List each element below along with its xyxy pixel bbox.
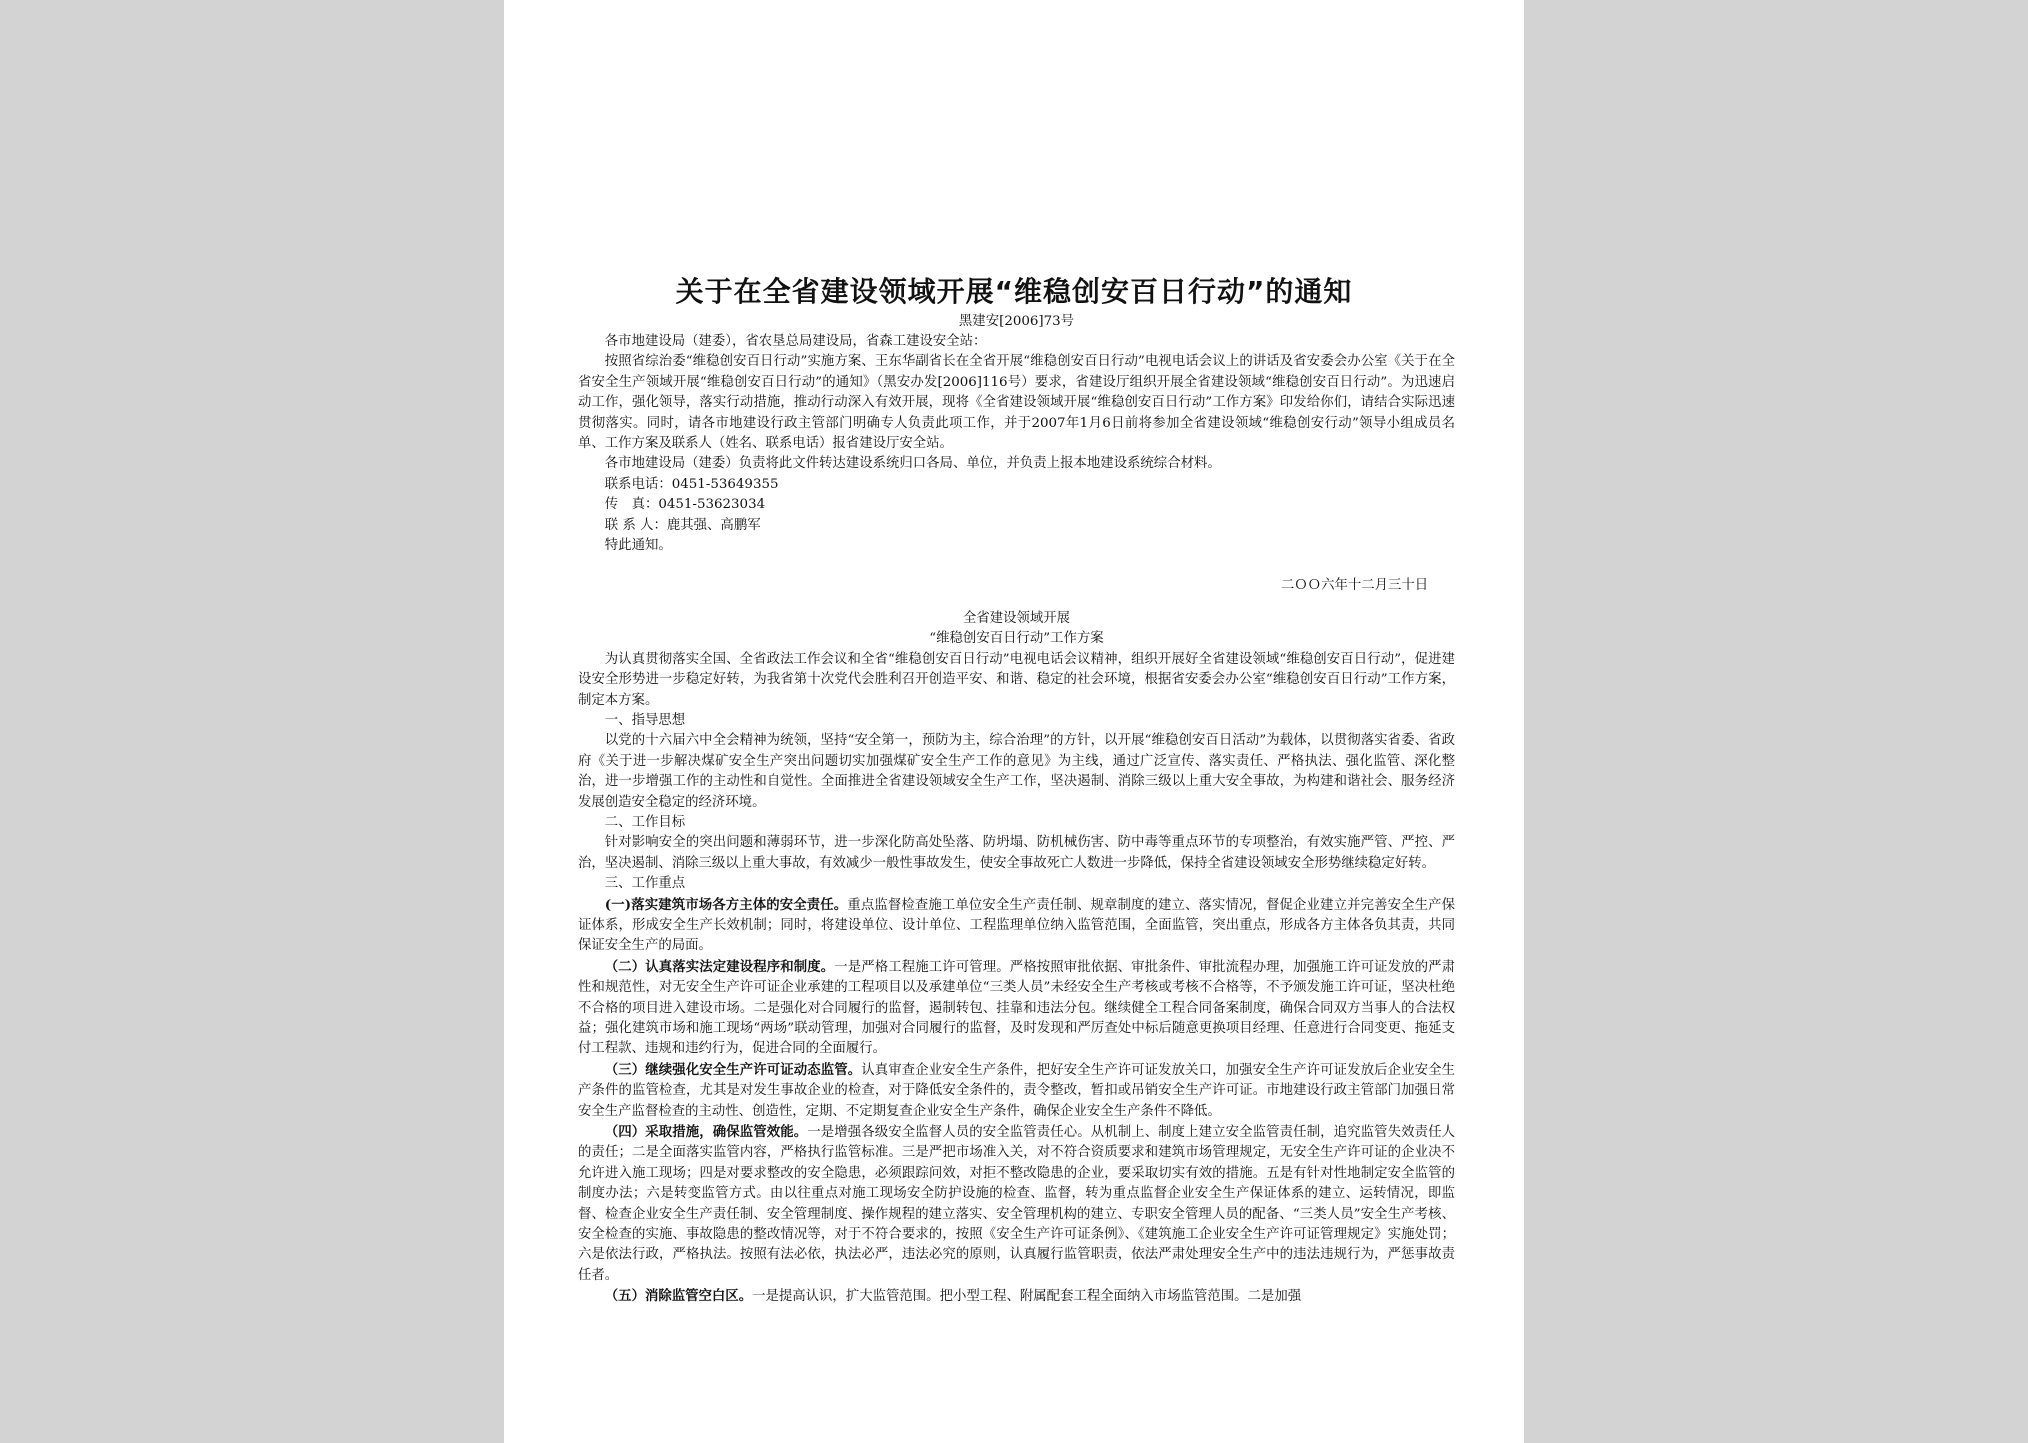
item-3 bbox=[578, 1060, 1455, 1122]
item-5-text: 一是提高认识，扩大监管范围。把小型工程、附属配套工程全面纳入市场监管范围。二是加强 bbox=[752, 1289, 1302, 1305]
item-3-text: 认真审查企业安全生产条件，把好安全生产许可证发放关口，加强安全生产许可证发放后企业安全生产条件的监管检查，尤其是对发生事故企业的检查，对于降低安全条件的，责令整改，暂扣或吊销安全生产许可证。市地建设行政主管部门加强日常安全生产监督检查的主动性、创造性，定期、不定期复查企业安全生产条件，确保企业安全生产条件不降低。 bbox=[578, 1062, 1456, 1119]
plan-intro: 为认真贯彻落实全国、全省政法工作会议和全省“维稳创安百日行动”电视电话会议精神，组织开展好全省建设领域“维稳创安百日行动”，促进建设安全形势进一步稳定好转，为我省第十次党代会胜利召开创造平安、和谐、稳定的社会环境，根据省安委会办公室“维稳创安百日行动”工作方案，制定本方案。 bbox=[578, 651, 1455, 708]
contact-phone: 联系电话：0451-53649355 bbox=[604, 476, 779, 492]
closing: 特此通知。 bbox=[604, 538, 672, 554]
item-1-heading: (一)落实建筑市场各方主体的安全责任。 bbox=[604, 896, 848, 913]
document-title: 关于在全省建设领域开展“维稳创安百日行动”的通知 bbox=[675, 275, 1353, 308]
plan-title-line-2: “维稳创安百日行动”工作方案 bbox=[929, 631, 1104, 647]
plan-title-line-1: 全省建设领域开展 bbox=[962, 610, 1071, 626]
contact-fax: 传 真：0451-53623034 bbox=[604, 497, 766, 513]
paragraph-2: 各市地建设局（建委）负责将此文件转达建设系统归口各局、单位，并负责上报本地建设系统综合材料。 bbox=[604, 456, 1221, 472]
item-1-text: 重点监督检查施工单位安全生产责任制、规章制度的建立、落实情况，督促企业建立并完善安全生产保证体系，形成安全生产长效机制；同时，将建设单位、设计单位、工程监理单位纳入监管范围，全面监管，突出重点，形成各方主体各负其责，共同保证安全生产的局面。 bbox=[578, 897, 1456, 954]
item-2-heading: （二）认真落实法定建设程序和制度。 bbox=[604, 958, 835, 975]
item-2 bbox=[578, 957, 1455, 1060]
section-heading-2: 二、工作目标 bbox=[604, 814, 686, 830]
document-page bbox=[504, 0, 1524, 1443]
paragraph-1: 按照省综治委“维稳创安百日行动”实施方案、王东华副省长在全省开展“维稳创安百日行动”电视电话会议上的讲话及省安委会办公室《关于在全省安全生产领域开展“维稳创安百日行动”的通知》（黑安办发[2006]116号）要求，省建设厅组织开展全省建设领域“维稳创安百日行动”。为迅速启动工作，强化领导，落实行动措施，推动行动深入有效开展，现将《全省建设领域开展“维稳创安百日行动”工作方案》印发给你们，请结合实际迅速贯彻落实。同时，请各市地建设行政主管部门明确专人负责此项工作，并于2007年1月6日前将参加全省建设领域“维稳创安行动”领导小组成员名单、工作方案及联系人（姓名、联系电话）报省建设厅安全站。 bbox=[578, 354, 1455, 452]
document-number: 黑建安[2006]73号 bbox=[958, 314, 1075, 329]
document-date: 二ＯＯ六年十二月三十日 bbox=[1280, 578, 1429, 594]
item-5 bbox=[578, 1286, 1455, 1307]
addressee: 各市地建设局（建委），省农垦总局建设局，省森工建设安全站： bbox=[604, 334, 987, 349]
section-heading-3: 三、工作重点 bbox=[604, 876, 686, 892]
item-1 bbox=[578, 895, 1455, 957]
item-4-text: 一是增强各级安全监督人员的安全监管责任心。从机制上、制度上建立安全监管责任制，追究监管失效责任人的责任；二是全面落实监管内容，严格执行监管标准。三是严把市场准入关，对不符合资质要求和建筑市场管理规定，无安全生产许可证的企业决不允许进入施工现场；四是对要求整改的安全隐患，必须跟踪问效，对拒不整改隐患的企业，要采取切实有效的措施。五是有针对性地制定安全监管的制度办法；六是转变监管方式。由以往重点对施工现场安全防护设施的检查、监督，转为重点监督企业安全生产保证体系的建立、运转情况，即监督、检查企业安全生产责任制、安全管理制度、操作规程的建立落实、安全管理机构的建立、专职安全管理人员的配备、“三类人员”安全生产考核、安全检查的实施、事故隐患的整改情况等，对于不符合要求的，按照《安全生产许可证条例》、《建筑施工企业安全生产许可证管理规定》实施处罚；六是依法行政，严格执法。按照有法必依，执法必严，违法必究的原则，认真履行监管职责，依法严肃处理安全生产中的违法违规行为，严惩事故责任者。 bbox=[578, 1125, 1456, 1283]
item-2-text: 一是严格工程施工许可管理。严格按照审批依据、审批条件、审批流程办理，加强施工许可证发放的严肃性和规范性，对无安全生产许可证企业承建的工程项目以及承建单位“三类人员”未经安全生产考核或考核不合格等，不予颁发施工许可证，坚决杜绝不合格的项目进入建设市场。二是强化对合同履行的监督，遏制转包、挂靠和违法分包。继续健全工程合同备案制度，确保合同双方当事人的合法权益；强化建筑市场和施工现场“两场”联动管理，加强对合同履行的监督，及时发现和严厉查处中标后随意更换项目经理、任意进行合同变更、拖延支付工程款、违规和违约行为，促进合同的全面履行。 bbox=[578, 959, 1456, 1057]
item-3-heading: （三）继续强化安全生产许可证动态监管。 bbox=[604, 1061, 862, 1078]
item-4 bbox=[578, 1122, 1455, 1286]
item-4-heading: （四）采取措施，确保监管效能。 bbox=[604, 1124, 808, 1141]
document-body bbox=[578, 276, 1455, 1308]
section-text-1: 以党的十六届六中全会精神为统领，坚持“安全第一，预防为主，综合治理”的方针，以开展“维稳创安百日活动”为载体，以贯彻落实省委、省政府《关于进一步解决煤矿安全生产突出问题切实加强煤矿安全生产工作的意见》为主线，通过广泛宣传、落实责任、严格执法、强化监管、深化整治，进一步增强工作的主动性和自觉性。全面推进全省建设领域安全生产工作，坚决遏制、消除三级以上重大安全事故，为构建和谐社会、服务经济发展创造安全稳定的经济环境。 bbox=[578, 733, 1455, 810]
item-5-heading: （五）消除监管空白区。 bbox=[604, 1288, 753, 1305]
section-heading-1: 一、指导思想 bbox=[604, 712, 686, 728]
section-text-2: 针对影响安全的突出问题和薄弱环节，进一步深化防高处坠落、防坍塌、防机械伤害、防中毒等重点环节的专项整治，有效实施严管、严控、严治，坚决遏制、消除三级以上重大事故，有效减少一般性事故发生，使安全事故死亡人数进一步降低，保持全省建设领域安全形势继续稳定好转。 bbox=[578, 835, 1455, 871]
contact-person: 联 系 人：鹿其强、高鹏军 bbox=[604, 517, 761, 533]
